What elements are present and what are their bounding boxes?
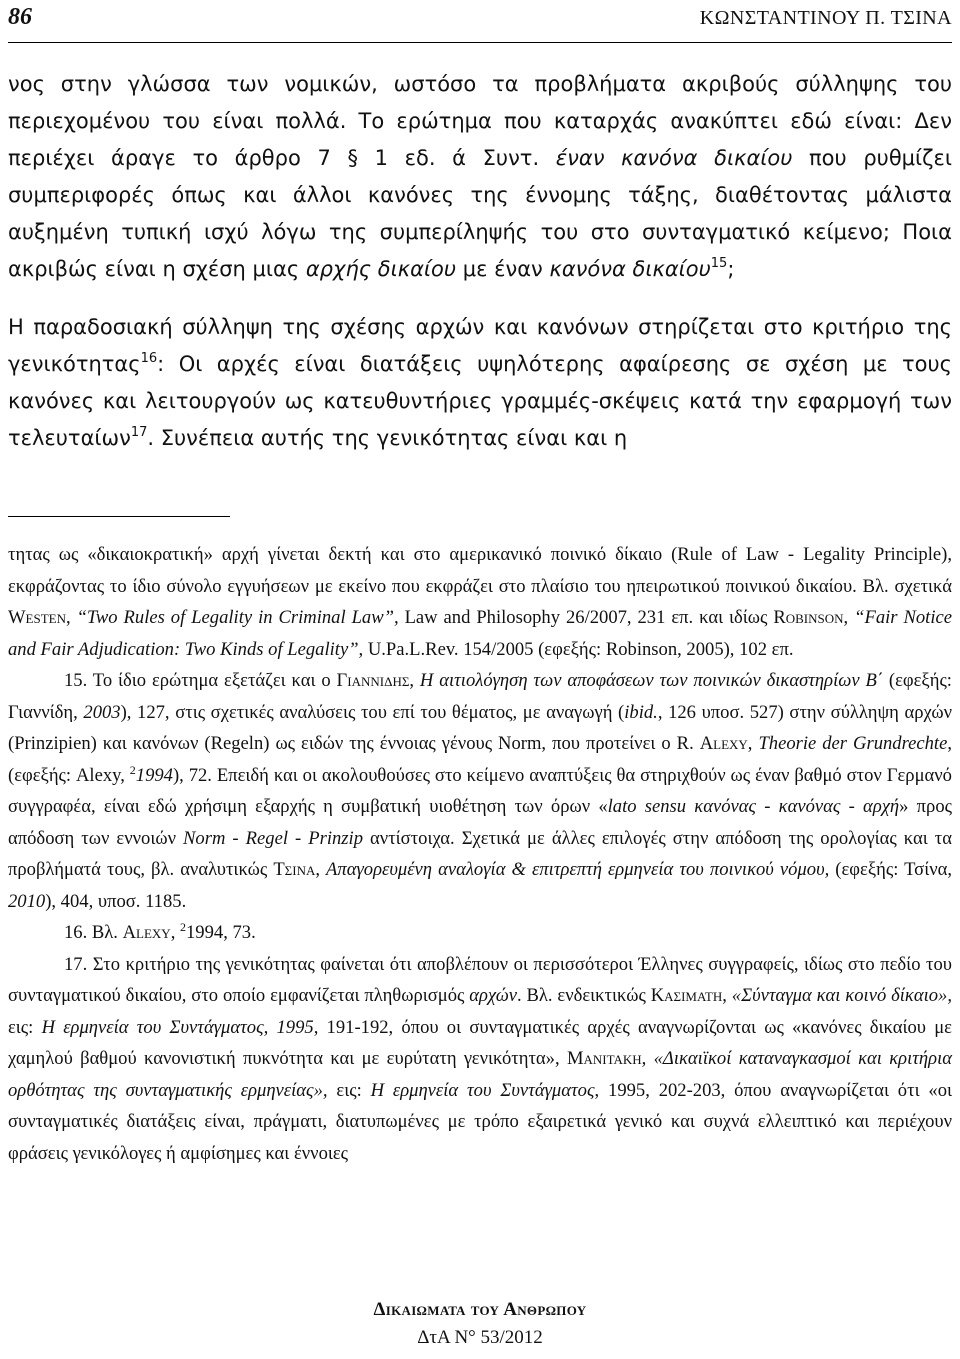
footnote-16: 16. Βλ. Alexy, $^2$1994, 73.	[64, 920, 256, 943]
paragraph: Η παραδοσιακή σύλληψη της σχέσης αρχών και κανόνων στηρίζεται στο κριτήριο της γενικότητας$^{16}$: Οι αρχές είναι διατάξεις υψηλότερης αφαίρεσης σε σχέση με τους κανόνες και λειτουργούν ως κατευθυντήριες γραμμές-σκέψεις κατά την εφαρμογή των τελευταίων$^{17}$. Συνέπεια αυτής της γενικότητας είναι και η	[8, 315, 952, 450]
footnote-continuation: τητας ως «δικαιοκρατική» αρχή γίνεται δεκτή και στο αμερικανικό ποινικό δίκαιο (Rule of Law - Legality Principle), εκφράζοντας το ίδιο σύνολο εγγυήσεων με εκείνο που εκφράζει στο πλαίσιο του ηπειρωτικού ποινικού δικαίου. Βλ. σχετικά Westen, “Two Rules of Legality in Criminal Law”, Law and Philosophy 26/2007, 231 επ. και ιδίως Robinson, “Fair Notice and Fair Adjudication: Two Kinds of Legality”, U.Pa.L.Rev. 154/2005 (εφεξής: Robinson, 2005), 102 επ.	[8, 544, 953, 660]
footnote-ref-15[interactable]: 15	[710, 256, 728, 271]
footnote-17: 17. Στο κριτήριο της γενικότητας φαίνεται ότι αποβλέπουν οι περισσότεροι Έλληνες συγγραφείς, ιδίως στο πεδίο του συνταγματικού δικαίου, στο οποίο εμφανίζεται πληθωρισμός αρχών. Βλ. ενδεικτικώς Κασιματη, «Σύνταγμα και κοινό δίκαιο», εις: Η ερμηνεία του Συντάγματος, 1995, 191-192, όπου οι συνταγματικές αρχές αναγνωρίζονται ως «κανόνες δικαίου με χαμηλού βαθμού κανονιστική πυκνότητα και με ευρύτατη γενικότητα», Μανιτακη, «Δικαιϊκοί καταναγκασμοί και κριτήρια ορθότητας της συνταγματικής ερμηνείας», εις: Η ερμηνεία του Συντάγματος, 1995, 202-203, όπου αναγνωρίζεται ότι «οι συνταγματικές διατάξεις είναι, πράγματι, διατυπωμένες με τρόπο εξαιρετικά γενικό και συχνά ελλειπτικό και περιέχουν φράσεις γενικόλογες ή αμφίσημες και έννοιες	[8, 953, 953, 1164]
footnote-15: 15. Το ίδιο ερώτημα εξετάζει και ο Γιαννιδης, Η αιτιολόγηση των αποφάσεων των ποινικών δικαστηρίων Β΄ (εφεξής: Γιαννίδη, 2003), 127, στις σχετικές αναλύσεις του επί του θέματος, με αναγωγή (ibid., 126 υποσ. 527) στην σύλληψη αρχών (Prinzipien) και κανόνων (Regeln) ως ειδών της έννοιας γένους Norm, που προτείνει ο R. Alexy, Theorie der Grundrechte, (εφεξής: Alexy, $^2$1994), 72. Επειδή και οι ακολουθούσες στο κείμενο αναπτύξεις θα στηριχθούν ως έναν βαθμό στον Γερμανό συγγραφέα, είναι εδώ χρήσιμη εξαρχής η συμβατική υιοθέτηση των όρων «lato sensu κανόνας - κανόνας - αρχή» προς απόδοση των εννοιών Norm - Regel - Prinzip αντίστοιχα. Σχετικά με άλλες επιλογές στην απόδοση της ορολογίας και τα προβλήματά τους, βλ. αναλυτικώς Τσινα, Απαγορευμένη αναλογία & επιτρεπτή ερμηνεία του ποινικού νόμου, (εφεξής: Τσίνα, 2010), 404, υποσ. 1185.	[8, 670, 953, 912]
running-head: ΚΩΝΣΤΑΝΤΙΝΟΥ Π. ΤΣΙΝΑ	[699, 7, 952, 29]
footnote-ref-16[interactable]: 16	[140, 351, 158, 366]
page-header	[8, 0, 952, 43]
footnotes	[8, 539, 952, 1169]
body-text	[8, 66, 952, 457]
page-footer	[0, 1296, 960, 1352]
footnote-ref-17[interactable]: 17	[130, 425, 148, 440]
page-number: 86	[8, 4, 32, 30]
paragraph: νος στην γλώσσα των νομικών, ωστόσο τα προβλήματα ακριβούς σύλληψης του περιεχομένου του είναι πολλά. Το ερώτημα που καταρχάς ανακύπτει εδώ είναι: Δεν περιέχει άραγε το άρθρο 7 § 1 εδ. ά Συντ. έναν κανόνα δικαίου που ρυθμίζει συμπεριφορές όπως και άλλοι κανόνες της έννομης τάξης, διαθέτοντας μάλιστα αυξημένη τυπική ισχύ λόγω της συμπερίληψής του στο συνταγματικό κείμενο; Ποια ακριβώς είναι η σχέση μιας αρχής δικαίου με έναν κανόνα δικαίου$^{15}$;	[8, 72, 953, 281]
footnote-separator	[8, 516, 230, 517]
journal-title: Δικαιωματα του Ανθρωπου	[373, 1299, 587, 1320]
issue-number: ΔτΑ Ν° 53/2012	[417, 1327, 543, 1348]
